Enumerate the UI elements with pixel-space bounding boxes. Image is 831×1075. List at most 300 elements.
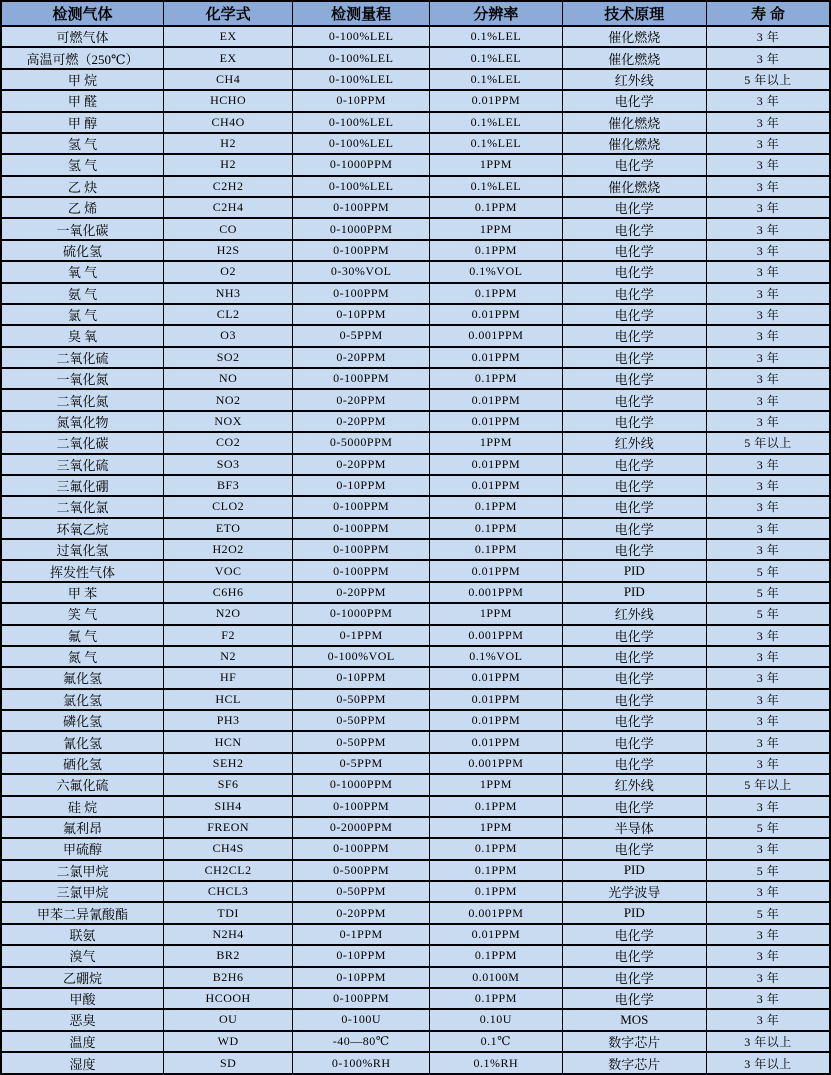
cell-gas-name: 硅 烷 xyxy=(1,796,163,817)
cell-range: 0-100%LEL xyxy=(293,69,430,90)
cell-lifespan: 5 年 xyxy=(706,560,830,581)
table-row xyxy=(1,368,830,389)
cell-range: 0-100%LEL xyxy=(293,176,430,197)
cell-gas-name: 氟 气 xyxy=(1,625,163,646)
table-row xyxy=(1,432,830,453)
cell-principle: 催化燃烧 xyxy=(562,47,706,68)
cell-resolution: 0.1%LEL xyxy=(430,26,563,47)
cell-lifespan: 3 年 xyxy=(706,325,830,346)
cell-gas-name: 二氧化氯 xyxy=(1,496,163,517)
cell-resolution: 0.01PPM xyxy=(430,454,563,475)
cell-range: 0-5000PPM xyxy=(293,432,430,453)
cell-gas-name: 氟利昂 xyxy=(1,817,163,838)
cell-principle: 电化学 xyxy=(562,667,706,688)
cell-formula: CH2CL2 xyxy=(163,860,292,881)
table-row xyxy=(1,389,830,410)
cell-principle: 电化学 xyxy=(562,304,706,325)
cell-formula: EX xyxy=(163,26,292,47)
cell-resolution: 0.001PPM xyxy=(430,753,563,774)
cell-range: 0-100U xyxy=(293,1009,430,1030)
cell-principle: 电化学 xyxy=(562,796,706,817)
cell-principle: 电化学 xyxy=(562,689,706,710)
table-row xyxy=(1,325,830,346)
cell-gas-name: 氧 气 xyxy=(1,261,163,282)
cell-range: 0-50PPM xyxy=(293,731,430,752)
cell-formula: N2O xyxy=(163,603,292,624)
cell-range: 0-5PPM xyxy=(293,753,430,774)
cell-formula: VOC xyxy=(163,560,292,581)
cell-formula: N2H4 xyxy=(163,924,292,945)
cell-resolution: 0.01PPM xyxy=(430,90,563,111)
cell-lifespan: 3 年 xyxy=(706,518,830,539)
cell-lifespan: 3 年 xyxy=(706,924,830,945)
cell-lifespan: 3 年 xyxy=(706,454,830,475)
cell-principle: 红外线 xyxy=(562,603,706,624)
cell-principle: 电化学 xyxy=(562,838,706,859)
cell-lifespan: 3 年 xyxy=(706,945,830,966)
cell-gas-name: 溴气 xyxy=(1,945,163,966)
cell-range: 0-100%LEL xyxy=(293,112,430,133)
cell-resolution: 0.1%LEL xyxy=(430,133,563,154)
cell-range: 0-1000PPM xyxy=(293,774,430,795)
cell-principle: 电化学 xyxy=(562,154,706,175)
cell-lifespan: 3 年 xyxy=(706,539,830,560)
cell-resolution: 0.1PPM xyxy=(430,539,563,560)
cell-gas-name: 甲 苯 xyxy=(1,582,163,603)
cell-lifespan: 3 年 xyxy=(706,838,830,859)
cell-formula: WD xyxy=(163,1031,292,1052)
column-header-lifespan: 寿 命 xyxy=(706,1,830,26)
cell-resolution: 1PPM xyxy=(430,154,563,175)
cell-gas-name: 磷化氢 xyxy=(1,710,163,731)
cell-principle: 电化学 xyxy=(562,197,706,218)
cell-principle: PID xyxy=(562,902,706,923)
cell-resolution: 0.1PPM xyxy=(430,197,563,218)
column-header-resolution: 分辨率 xyxy=(430,1,563,26)
table-row xyxy=(1,603,830,624)
cell-principle: 催化燃烧 xyxy=(562,26,706,47)
table-row xyxy=(1,1031,830,1052)
cell-principle: 光学波导 xyxy=(562,881,706,902)
cell-resolution: 0.1%LEL xyxy=(430,176,563,197)
cell-formula: CO2 xyxy=(163,432,292,453)
cell-lifespan: 3 年 xyxy=(706,133,830,154)
cell-lifespan: 3 年 xyxy=(706,731,830,752)
cell-range: 0-100PPM xyxy=(293,796,430,817)
cell-range: 0-100PPM xyxy=(293,988,430,1009)
cell-principle: 红外线 xyxy=(562,69,706,90)
cell-lifespan: 3 年 xyxy=(706,646,830,667)
cell-formula: CLO2 xyxy=(163,496,292,517)
cell-gas-name: 乙硼烷 xyxy=(1,967,163,988)
cell-principle: 电化学 xyxy=(562,261,706,282)
table-row xyxy=(1,967,830,988)
cell-principle: 电化学 xyxy=(562,90,706,111)
table-row xyxy=(1,774,830,795)
cell-range: 0-1PPM xyxy=(293,924,430,945)
cell-range: 0-5PPM xyxy=(293,325,430,346)
table-row xyxy=(1,176,830,197)
cell-resolution: 1PPM xyxy=(430,603,563,624)
cell-formula: PH3 xyxy=(163,710,292,731)
cell-resolution: 0.1%VOL xyxy=(430,261,563,282)
cell-lifespan: 5 年 xyxy=(706,860,830,881)
cell-range: 0-10PPM xyxy=(293,945,430,966)
cell-resolution: 1PPM xyxy=(430,774,563,795)
cell-principle: 电化学 xyxy=(562,411,706,432)
cell-resolution: 1PPM xyxy=(430,218,563,239)
cell-principle: 红外线 xyxy=(562,432,706,453)
table-row xyxy=(1,539,830,560)
cell-principle: 数字芯片 xyxy=(562,1031,706,1052)
cell-resolution: 0.01PPM xyxy=(430,924,563,945)
cell-range: 0-100PPM xyxy=(293,368,430,389)
cell-range: 0-10PPM xyxy=(293,667,430,688)
table-row xyxy=(1,496,830,517)
cell-formula: NH3 xyxy=(163,283,292,304)
cell-gas-name: 可燃气体 xyxy=(1,26,163,47)
cell-gas-name: 甲 醛 xyxy=(1,90,163,111)
cell-resolution: 0.1PPM xyxy=(430,496,563,517)
cell-formula: FREON xyxy=(163,817,292,838)
cell-range: 0-100PPM xyxy=(293,240,430,261)
cell-resolution: 0.001PPM xyxy=(430,902,563,923)
cell-principle: 电化学 xyxy=(562,924,706,945)
table-row xyxy=(1,625,830,646)
cell-resolution: 0.01PPM xyxy=(430,731,563,752)
cell-range: 0-100%VOL xyxy=(293,646,430,667)
header-row xyxy=(1,1,830,26)
column-header-principle: 技术原理 xyxy=(562,1,706,26)
cell-lifespan: 5 年 xyxy=(706,902,830,923)
cell-formula: SF6 xyxy=(163,774,292,795)
cell-gas-name: 氮氧化物 xyxy=(1,411,163,432)
cell-gas-name: 氨 气 xyxy=(1,283,163,304)
cell-formula: CL2 xyxy=(163,304,292,325)
cell-range: 0-50PPM xyxy=(293,881,430,902)
cell-resolution: 0.1%LEL xyxy=(430,47,563,68)
cell-formula: NO xyxy=(163,368,292,389)
cell-range: 0-1000PPM xyxy=(293,603,430,624)
cell-range: 0-100PPM xyxy=(293,539,430,560)
cell-gas-name: 联氨 xyxy=(1,924,163,945)
cell-formula: HCL xyxy=(163,689,292,710)
cell-lifespan: 3 年 xyxy=(706,411,830,432)
cell-lifespan: 3 年 xyxy=(706,154,830,175)
table-row xyxy=(1,881,830,902)
cell-gas-name: 氢 气 xyxy=(1,154,163,175)
cell-range: 0-100%LEL xyxy=(293,26,430,47)
cell-gas-name: 一氧化氮 xyxy=(1,368,163,389)
cell-range: 0-10PPM xyxy=(293,90,430,111)
cell-gas-name: 甲苯二异氰酸酯 xyxy=(1,902,163,923)
cell-principle: 电化学 xyxy=(562,496,706,517)
cell-resolution: 0.1PPM xyxy=(430,518,563,539)
table-row xyxy=(1,304,830,325)
cell-principle: 电化学 xyxy=(562,368,706,389)
cell-resolution: 0.001PPM xyxy=(430,625,563,646)
table-row xyxy=(1,860,830,881)
table-row xyxy=(1,411,830,432)
cell-range: 0-20PPM xyxy=(293,389,430,410)
cell-lifespan: 5 年以上 xyxy=(706,774,830,795)
cell-resolution: 0.1PPM xyxy=(430,838,563,859)
cell-lifespan: 3 年 xyxy=(706,988,830,1009)
cell-range: 0-20PPM xyxy=(293,582,430,603)
cell-gas-name: 氯 气 xyxy=(1,304,163,325)
cell-resolution: 0.001PPM xyxy=(430,582,563,603)
cell-gas-name: 乙 烯 xyxy=(1,197,163,218)
cell-range: 0-100%LEL xyxy=(293,133,430,154)
cell-gas-name: 过氧化氢 xyxy=(1,539,163,560)
cell-formula: SO3 xyxy=(163,454,292,475)
cell-formula: CH4S xyxy=(163,838,292,859)
cell-formula: SD xyxy=(163,1052,292,1074)
cell-range: 0-20PPM xyxy=(293,411,430,432)
cell-gas-name: 甲 醇 xyxy=(1,112,163,133)
cell-range: 0-50PPM xyxy=(293,689,430,710)
cell-resolution: 0.0100M xyxy=(430,967,563,988)
cell-range: 0-100PPM xyxy=(293,496,430,517)
cell-principle: 催化燃烧 xyxy=(562,176,706,197)
cell-principle: PID xyxy=(562,860,706,881)
cell-principle: 电化学 xyxy=(562,218,706,239)
cell-lifespan: 3 年 xyxy=(706,667,830,688)
cell-resolution: 0.1PPM xyxy=(430,945,563,966)
cell-formula: BR2 xyxy=(163,945,292,966)
cell-range: 0-1000PPM xyxy=(293,218,430,239)
cell-principle: 电化学 xyxy=(562,753,706,774)
table-row xyxy=(1,518,830,539)
cell-gas-name: 温度 xyxy=(1,1031,163,1052)
table-row xyxy=(1,667,830,688)
table-row xyxy=(1,133,830,154)
cell-principle: 电化学 xyxy=(562,518,706,539)
cell-formula: HCOOH xyxy=(163,988,292,1009)
cell-gas-name: 二氯甲烷 xyxy=(1,860,163,881)
table-row xyxy=(1,240,830,261)
cell-lifespan: 3 年 xyxy=(706,347,830,368)
cell-lifespan: 3 年 xyxy=(706,261,830,282)
cell-lifespan: 3 年 xyxy=(706,197,830,218)
cell-lifespan: 5 年 xyxy=(706,817,830,838)
cell-range: 0-500PPM xyxy=(293,860,430,881)
cell-formula: SO2 xyxy=(163,347,292,368)
cell-range: 0-100%RH xyxy=(293,1052,430,1074)
cell-formula: F2 xyxy=(163,625,292,646)
cell-range: 0-100PPM xyxy=(293,283,430,304)
cell-resolution: 0.01PPM xyxy=(430,667,563,688)
cell-lifespan: 3 年 xyxy=(706,710,830,731)
cell-range: 0-50PPM xyxy=(293,710,430,731)
cell-formula: NOX xyxy=(163,411,292,432)
cell-range: 0-1PPM xyxy=(293,625,430,646)
cell-lifespan: 3 年 xyxy=(706,625,830,646)
table-row xyxy=(1,1052,830,1074)
cell-resolution: 0.01PPM xyxy=(430,389,563,410)
cell-resolution: 0.1%LEL xyxy=(430,112,563,133)
table-row xyxy=(1,796,830,817)
cell-principle: 电化学 xyxy=(562,389,706,410)
cell-formula: HF xyxy=(163,667,292,688)
cell-principle: 电化学 xyxy=(562,475,706,496)
cell-formula: C2H4 xyxy=(163,197,292,218)
table-row xyxy=(1,454,830,475)
cell-principle: 电化学 xyxy=(562,625,706,646)
cell-range: 0-10PPM xyxy=(293,304,430,325)
cell-lifespan: 3 年 xyxy=(706,689,830,710)
cell-gas-name: 臭 氧 xyxy=(1,325,163,346)
cell-principle: 电化学 xyxy=(562,283,706,304)
cell-formula: H2S xyxy=(163,240,292,261)
cell-lifespan: 5 年以上 xyxy=(706,69,830,90)
cell-formula: TDI xyxy=(163,902,292,923)
cell-formula: O2 xyxy=(163,261,292,282)
table-row xyxy=(1,753,830,774)
cell-gas-name: 挥发性气体 xyxy=(1,560,163,581)
column-header-gas-name: 检测气体 xyxy=(1,1,163,26)
table-row xyxy=(1,90,830,111)
table-row xyxy=(1,154,830,175)
cell-resolution: 0.01PPM xyxy=(430,347,563,368)
cell-lifespan: 3 年 xyxy=(706,176,830,197)
cell-formula: NO2 xyxy=(163,389,292,410)
cell-gas-name: 二氧化碳 xyxy=(1,432,163,453)
cell-gas-name: 环氧乙烷 xyxy=(1,518,163,539)
cell-lifespan: 3 年 xyxy=(706,496,830,517)
cell-lifespan: 3 年 xyxy=(706,47,830,68)
cell-lifespan: 3 年 xyxy=(706,90,830,111)
cell-gas-name: 甲酸 xyxy=(1,988,163,1009)
cell-formula: CO xyxy=(163,218,292,239)
cell-gas-name: 三氯甲烷 xyxy=(1,881,163,902)
cell-principle: 电化学 xyxy=(562,731,706,752)
cell-resolution: 0.1PPM xyxy=(430,881,563,902)
cell-resolution: 0.01PPM xyxy=(430,304,563,325)
cell-resolution: 0.1%VOL xyxy=(430,646,563,667)
cell-gas-name: 一氧化碳 xyxy=(1,218,163,239)
table-row xyxy=(1,475,830,496)
cell-principle: 催化燃烧 xyxy=(562,133,706,154)
cell-principle: 电化学 xyxy=(562,646,706,667)
cell-resolution: 0.001PPM xyxy=(430,325,563,346)
cell-range: 0-20PPM xyxy=(293,902,430,923)
cell-principle: 半导体 xyxy=(562,817,706,838)
cell-range: 0-20PPM xyxy=(293,454,430,475)
table-row xyxy=(1,47,830,68)
cell-range: 0-100PPM xyxy=(293,518,430,539)
cell-range: 0-100%LEL xyxy=(293,47,430,68)
cell-lifespan: 5 年 xyxy=(706,582,830,603)
cell-formula: HCHO xyxy=(163,90,292,111)
cell-gas-name: 甲 烷 xyxy=(1,69,163,90)
cell-resolution: 1PPM xyxy=(430,432,563,453)
cell-lifespan: 3 年 xyxy=(706,218,830,239)
cell-principle: MOS xyxy=(562,1009,706,1030)
cell-lifespan: 3 年 xyxy=(706,475,830,496)
cell-formula: SIH4 xyxy=(163,796,292,817)
cell-resolution: 0.1PPM xyxy=(430,283,563,304)
cell-gas-name: 二氧化氮 xyxy=(1,389,163,410)
cell-formula: B2H6 xyxy=(163,967,292,988)
cell-formula: EX xyxy=(163,47,292,68)
table-row xyxy=(1,689,830,710)
table-row xyxy=(1,988,830,1009)
cell-formula: BF3 xyxy=(163,475,292,496)
cell-resolution: 0.01PPM xyxy=(430,411,563,432)
cell-principle: 电化学 xyxy=(562,454,706,475)
cell-gas-name: 三氧化硫 xyxy=(1,454,163,475)
column-header-formula: 化学式 xyxy=(163,1,292,26)
cell-lifespan: 3 年以上 xyxy=(706,1031,830,1052)
cell-range: 0-20PPM xyxy=(293,347,430,368)
cell-lifespan: 3 年 xyxy=(706,304,830,325)
table-row xyxy=(1,817,830,838)
cell-resolution: 0.1PPM xyxy=(430,368,563,389)
cell-range: 0-100PPM xyxy=(293,197,430,218)
cell-lifespan: 3 年 xyxy=(706,389,830,410)
cell-gas-name: 氮 气 xyxy=(1,646,163,667)
table-row xyxy=(1,26,830,47)
cell-range: 0-10PPM xyxy=(293,475,430,496)
cell-resolution: 0.01PPM xyxy=(430,710,563,731)
cell-range: 0-30%VOL xyxy=(293,261,430,282)
cell-formula: CHCL3 xyxy=(163,881,292,902)
cell-gas-name: 氢 气 xyxy=(1,133,163,154)
cell-formula: H2 xyxy=(163,154,292,175)
cell-resolution: 0.1PPM xyxy=(430,796,563,817)
cell-formula: ETO xyxy=(163,518,292,539)
table-row xyxy=(1,945,830,966)
cell-resolution: 0.01PPM xyxy=(430,475,563,496)
cell-resolution: 0.1PPM xyxy=(430,240,563,261)
table-row xyxy=(1,731,830,752)
column-header-range: 检测量程 xyxy=(293,1,430,26)
cell-formula: HCN xyxy=(163,731,292,752)
cell-resolution: 0.01PPM xyxy=(430,689,563,710)
cell-formula: CH4 xyxy=(163,69,292,90)
table-row xyxy=(1,582,830,603)
table-row xyxy=(1,347,830,368)
cell-principle: 电化学 xyxy=(562,988,706,1009)
cell-range: 0-2000PPM xyxy=(293,817,430,838)
cell-formula: N2 xyxy=(163,646,292,667)
cell-lifespan: 3 年 xyxy=(706,283,830,304)
cell-gas-name: 甲硫醇 xyxy=(1,838,163,859)
cell-principle: 数字芯片 xyxy=(562,1052,706,1074)
cell-gas-name: 高温可燃（250℃） xyxy=(1,47,163,68)
cell-range: 0-1000PPM xyxy=(293,154,430,175)
cell-principle: 红外线 xyxy=(562,774,706,795)
cell-principle: PID xyxy=(562,582,706,603)
cell-range: -40—80℃ xyxy=(293,1031,430,1052)
cell-resolution: 0.1%LEL xyxy=(430,69,563,90)
cell-lifespan: 3 年 xyxy=(706,240,830,261)
cell-lifespan: 3 年 xyxy=(706,368,830,389)
table-row xyxy=(1,646,830,667)
table-row xyxy=(1,112,830,133)
cell-gas-name: 氯化氢 xyxy=(1,689,163,710)
table-body xyxy=(1,26,830,1074)
cell-gas-name: 氰化氢 xyxy=(1,731,163,752)
cell-formula: SEH2 xyxy=(163,753,292,774)
cell-gas-name: 硫化氢 xyxy=(1,240,163,261)
table-row xyxy=(1,261,830,282)
table-row xyxy=(1,1009,830,1030)
cell-gas-name: 氟化氢 xyxy=(1,667,163,688)
cell-resolution: 1PPM xyxy=(430,817,563,838)
cell-formula: H2O2 xyxy=(163,539,292,560)
